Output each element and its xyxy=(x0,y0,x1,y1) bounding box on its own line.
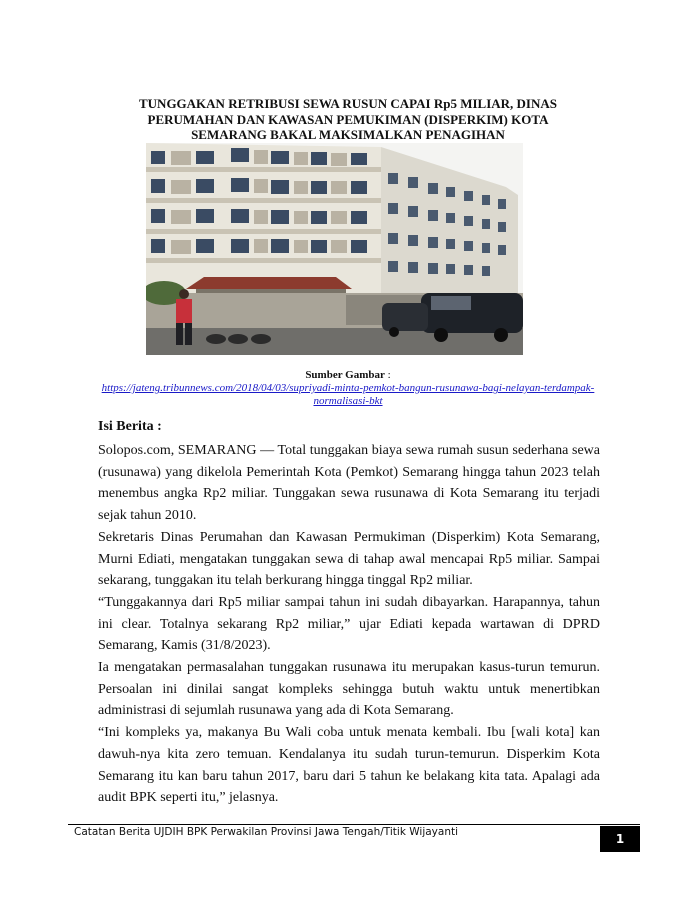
footer-text: Catatan Berita UJDIH BPK Perwakilan Provinsi Jawa Tengah/Titik Wijayanti xyxy=(74,826,459,838)
paragraph: Solopos.com, SEMARANG — Total tunggakan biaya sewa rumah susun sederhana sewa (rusunawa) yang dikelola Pemerintah Kota (Pemkot) Semarang hingga tahun 2023 telah menembus angka Rp2 miliar. Tunggakan sewa rusunawa di Kota Semarang itu terjadi sejak tahun 2010. xyxy=(98,443,600,524)
building-photo-illustration xyxy=(146,143,523,355)
caption-separator: : xyxy=(384,369,391,381)
article-photo xyxy=(146,143,523,355)
caption-label: Sumber Gambar xyxy=(305,369,385,381)
paragraph: “Tunggakannya dari Rp5 miliar sampai tahun ini sudah dibayarkan. Harapannya, tahun ini clear. Totalnya sekarang Rp2 miliar,” ujar Ediati kepada wartawan di DPRD Semarang, Kamis (31/8/2023). xyxy=(98,594,600,654)
article-body xyxy=(98,440,600,809)
paragraph: “Ini kompleks ya, makanya Bu Wali coba untuk menata kembali. Ibu [wali kota] kan dawuh-nya kita zero temuan. Kendalanya itu sudah turun-temurun. Disperkim Kota Semarang itu kan baru tahun 2017, baru dari 5 tahun ke belakang kita tata. Apalagi ada audit BPK seperti itu,” jelasnya. xyxy=(98,725,600,806)
caption-source-link[interactable]: https://jateng.tribunnews.com/2018/04/03/supriyadi-minta-pemkot-bangun-rusunawa-bagi-nelayan-terdampak-normalisasi-bkt xyxy=(101,382,595,407)
section-heading: Isi Berita : xyxy=(98,419,162,434)
paragraph: Sekretaris Dinas Perumahan dan Kawasan Permukiman (Disperkim) Kota Semarang, Murni Ediati, mengatakan tunggakan sewa di tahap awal mencapai Rp5 miliar. Sampai sekarang, tunggakan itu telah berkurang hingga tinggal Rp2 miliar. xyxy=(98,529,600,589)
article-title: TUNGGAKAN RETRIBUSI SEWA RUSUN CAPAI Rp5 MILIAR, DINAS PERUMAHAN DAN KAWASAN PEMUKIMAN (DISPERKIM) KOTA SEMARANG BAKAL MAKSIMALKAN PENAGIHAN xyxy=(139,96,557,142)
image-caption xyxy=(100,369,596,408)
page-number: 1 xyxy=(600,826,640,852)
paragraph: Ia mengatakan permasalahan tunggakan rusunawa itu merupakan kasus-turun temurun. Persoalan ini dinilai sangat kompleks sehingga butuh waktu untuk menertibkan administrasi di sejumlah rusunawa yang ada di Kota Semarang. xyxy=(98,660,600,719)
footer-divider xyxy=(68,824,640,825)
